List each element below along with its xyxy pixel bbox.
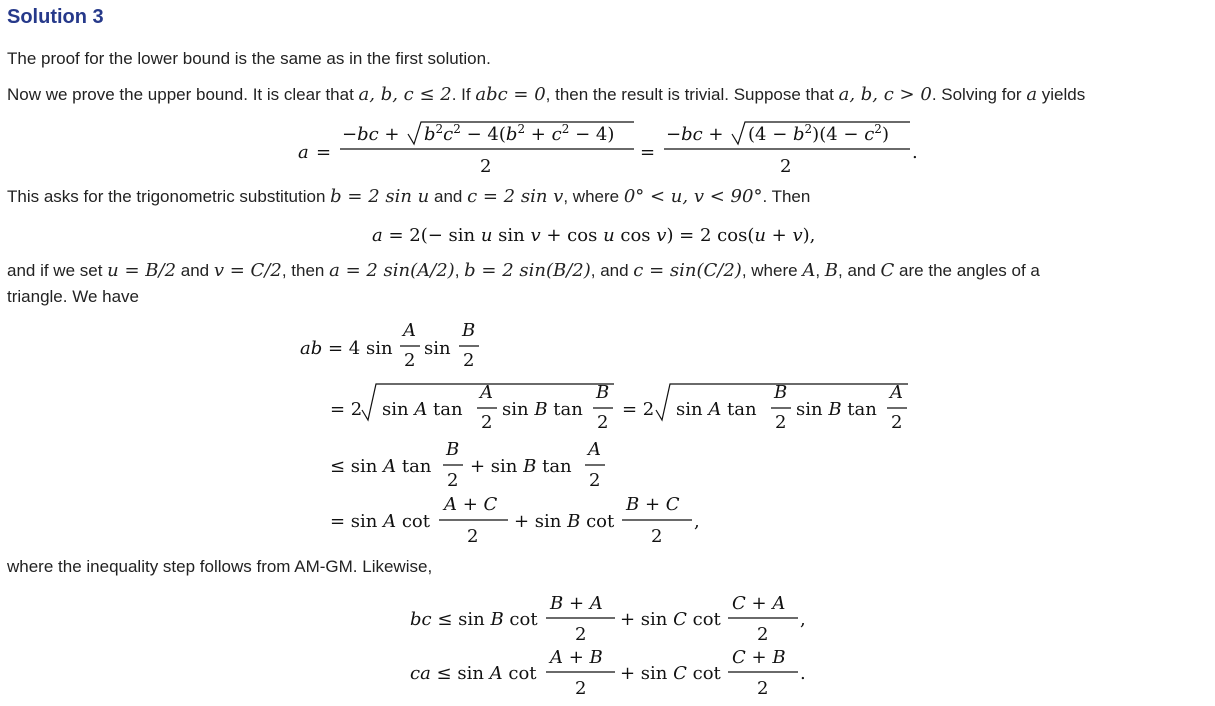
svg-text:=: =: [316, 142, 332, 163]
text-run: , where: [563, 187, 624, 206]
svg-text:2: 2: [404, 350, 416, 371]
svg-text:A + C: A + C: [444, 494, 498, 515]
paragraph-set-angles: [7, 258, 1040, 284]
text-run: and: [176, 261, 214, 280]
svg-text:C + A: C + A: [732, 593, 786, 614]
math-var-a: a: [1026, 84, 1038, 105]
svg-text:B + C: B + C: [626, 494, 680, 515]
svg-text:A: A: [480, 382, 493, 403]
svg-text:B: B: [462, 320, 476, 341]
math-b-value: b = 2 sin(B/2): [464, 260, 591, 281]
svg-text:2: 2: [757, 624, 769, 645]
text-run: Now we prove the upper bound. It is clear that: [7, 85, 359, 104]
text-run: This asks for the trigonometric substitution: [7, 187, 331, 206]
svg-text:b2c2 − 4(b2 + c2 − 4): $b^2c^2 - 4(b^2 + c^2 - 4)$: [424, 122, 615, 145]
svg-text:= 2: = 2: [622, 399, 655, 420]
svg-text:A: A: [890, 382, 903, 403]
text-run: yields: [1037, 85, 1086, 104]
math-abc-positive: a, b, c > 0: [838, 84, 932, 105]
paragraph-am-gm: where the inequality step follows from AM-GM. Likewise,: [7, 557, 433, 576]
svg-text:A: A: [588, 439, 601, 460]
svg-text:−bc +: −bc +: [666, 124, 724, 145]
svg-text:sin A tan: sin A tan: [382, 399, 463, 420]
svg-text:B: B: [446, 439, 460, 460]
svg-text:2: 2: [481, 412, 493, 433]
svg-text:2: 2: [597, 412, 609, 433]
paragraph-we-have: triangle. We have: [7, 287, 139, 306]
svg-text:sin B tan: sin B tan: [796, 399, 877, 420]
equation-ca: [410, 647, 806, 699]
text-run: , and: [590, 261, 634, 280]
math-abc-bound: a, b, c ≤ 2: [358, 84, 452, 105]
text-run: and if we set: [7, 261, 108, 280]
text-run: . Solving for: [931, 85, 1027, 104]
text-run: are the angles of a: [894, 261, 1040, 280]
text-run: . Then: [762, 187, 811, 206]
svg-text:−bc +: −bc +: [342, 124, 400, 145]
svg-text:a = 2(− sin u sin v + cos u co: a = 2(− sin u sin v + cos u cos v) = 2 cos(u + v),: [372, 225, 816, 246]
svg-text:+ sin B tan: + sin B tan: [470, 456, 572, 477]
svg-text:B: B: [774, 382, 788, 403]
svg-text:.: .: [800, 663, 806, 684]
svg-text:2: 2: [757, 678, 769, 699]
svg-text:,: ,: [800, 609, 806, 630]
equation-bc-ca: [404, 588, 824, 700]
svg-text:2: 2: [447, 470, 459, 491]
svg-text:B: B: [596, 382, 610, 403]
math-v-set: v = C/2: [213, 260, 282, 281]
svg-text:(4 − b2)(4 − c2): $(4 - b^2)(4 - c^2)$: [748, 122, 889, 145]
svg-text:A: A: [403, 320, 416, 341]
svg-text:ca ≤ sin A cot: ca ≤ sin A cot: [410, 663, 537, 684]
text-run: , then the result is trivial. Suppose that: [545, 85, 839, 104]
math-u-set: u = B/2: [107, 260, 177, 281]
math-uv-range: 0° < u, v < 90°: [623, 186, 763, 207]
svg-text:B + A: B + A: [550, 593, 603, 614]
paragraph-lower-bound: The proof for the lower bound is the same as in the first solution.: [7, 49, 491, 68]
svg-text:+ sin C cot: + sin C cot: [620, 609, 721, 630]
svg-text:2: 2: [575, 678, 587, 699]
svg-text:2: 2: [480, 156, 492, 177]
text-run: . If: [451, 85, 476, 104]
math-b-substitution: b = 2 sin u: [330, 186, 430, 207]
svg-text:2: 2: [891, 412, 903, 433]
equation-ab-chain: [296, 316, 936, 552]
svg-text:A + B: A + B: [550, 647, 603, 668]
svg-text:2: 2: [775, 412, 787, 433]
math-angle-b: B: [824, 260, 838, 281]
svg-text:2: 2: [463, 350, 475, 371]
svg-text:.: .: [912, 142, 918, 163]
math-c-substitution: c = 2 sin v: [467, 186, 564, 207]
equation-trig: [366, 219, 846, 251]
math-angle-c: C: [880, 260, 895, 281]
text-run: , where: [741, 261, 803, 280]
svg-text:sin: sin: [424, 338, 451, 359]
equation-a-sqrt: [290, 116, 930, 178]
equation-bc: [410, 593, 806, 645]
svg-text:=: =: [640, 142, 656, 163]
svg-text:= 2: = 2: [330, 399, 363, 420]
text-run: , and: [838, 261, 881, 280]
svg-text:C + B: C + B: [732, 647, 786, 668]
svg-text:2: 2: [780, 156, 792, 177]
svg-text:ab = 4 sin: ab = 4 sin: [300, 338, 393, 359]
math-a-value: a = 2 sin(A/2): [329, 260, 455, 281]
svg-text:+ sin B cot: + sin B cot: [514, 511, 615, 532]
svg-text:a: a: [298, 142, 309, 163]
paragraph-substitution: [7, 184, 810, 210]
svg-text:2: 2: [467, 526, 479, 547]
svg-text:2: 2: [651, 526, 663, 547]
paragraph-upper-bound: [7, 82, 1085, 108]
svg-text:,: ,: [694, 511, 700, 532]
svg-text:+ sin C cot: + sin C cot: [620, 663, 721, 684]
math-angle-a: A: [802, 260, 816, 281]
text-run: and: [429, 187, 468, 206]
svg-text:= sin A cot: = sin A cot: [330, 511, 430, 532]
svg-text:bc ≤ sin B cot: bc ≤ sin B cot: [410, 609, 538, 630]
text-run: ,: [454, 261, 465, 280]
math-c-value: c = sin(C/2): [633, 260, 742, 281]
math-abc-zero: abc = 0: [475, 84, 546, 105]
solution-heading: Solution 3: [7, 6, 104, 28]
svg-text:≤ sin A tan: ≤ sin A tan: [330, 456, 432, 477]
svg-text:2: 2: [575, 624, 587, 645]
svg-text:2: 2: [589, 470, 601, 491]
svg-text:sin B tan: sin B tan: [502, 399, 583, 420]
text-run: , then: [281, 261, 330, 280]
text-run: ,: [815, 261, 825, 280]
svg-text:sin A tan: sin A tan: [676, 399, 757, 420]
